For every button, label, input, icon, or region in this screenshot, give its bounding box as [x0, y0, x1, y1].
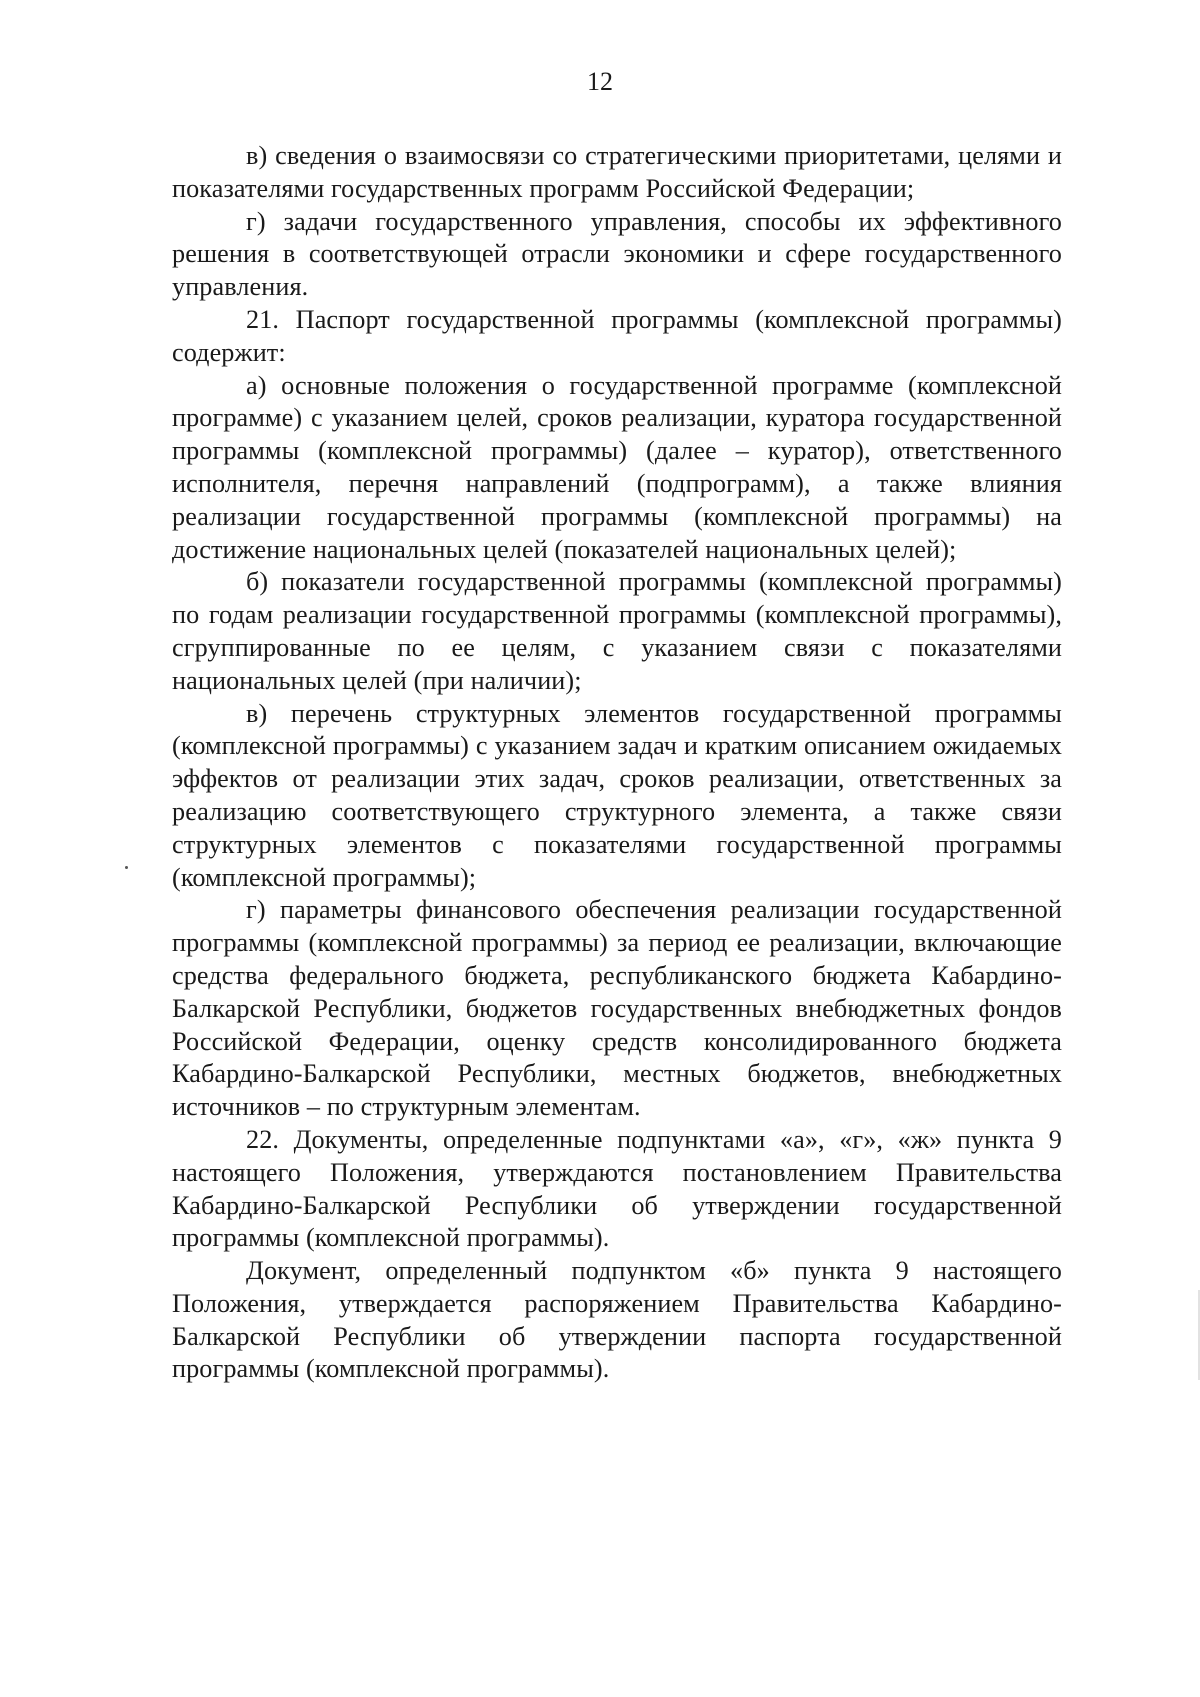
paragraph-21a-main-provisions: а) основные положения о государственной программе (комплексной программе) с указанием целей, сроков реализации, куратора государственной программы (комплексной программы) (далее – куратор), ответственного исполнителя, перечня направлений (подпрограмм), а также влияния реализации государственной программы (комплексной программы) на достижение национальных целей (показателей национальных целей); [172, 370, 1062, 564]
paragraph-21v-structural-elements: в) перечень структурных элементов государственной программы (комплексной программы) с указанием задач и кратким описанием ожидаемых эффектов от реализации этих задач, сроков реализации, ответственных за реализацию соответствующего структурного элемента, а также связи структурных элементов с показателями государственной программы (комплексной программы); [172, 698, 1062, 892]
paragraph-21b-indicators: б) показатели государственной программы (комплексной программы) по годам реализации государственной программы (комплексной программы), сгруппированные по ее целям, с указанием связи с показателями национальных целей (при наличии); [172, 567, 1062, 695]
page-number: 12 [587, 67, 613, 96]
paragraph-22-documents: 22. Документы, определенные подпунктами «а», «г», «ж» пункта 9 настоящего Положения, утверждаются постановлением Правительства Кабардино-Балкарской Республики об утверждении государственной программы (комплексной программы). [172, 1124, 1062, 1253]
paragraph-strategic-links: в) сведения о взаимосвязи со стратегическими приоритетами, целями и показателями государственных программ Российской Федерации; [172, 141, 1062, 203]
paragraph-document-passport: Документ, определенный подпунктом «б» пункта 9 настоящего Положения, утверждается распоряжением Правительства Кабардино-Балкарской Республики об утверждении паспорта государственной программы (комплексной программы). [172, 1256, 1062, 1384]
paragraph-21g-financing: г) параметры финансового обеспечения реализации государственной программы (комплексной программы) за период ее реализации, включающие средства федерального бюджета, республиканского бюджета Кабардино-Балкарской Республики, бюджетов государственных внебюджетных фондов Российской Федерации, оценку средств консолидированного бюджета Кабардино-Балкарской Республики, местных бюджетов, внебюджетных источников – по структурным элементам. [172, 895, 1062, 1122]
scan-speck [125, 866, 128, 869]
paragraph-management-tasks: г) задачи государственного управления, способы их эффективного решения в соответствующей отрасли экономики и сфере государственного управления. [172, 206, 1062, 302]
paragraph-21-passport: 21. Паспорт государственной программы (комплексной программы) содержит: [172, 304, 1062, 367]
document-body [172, 140, 1062, 1386]
